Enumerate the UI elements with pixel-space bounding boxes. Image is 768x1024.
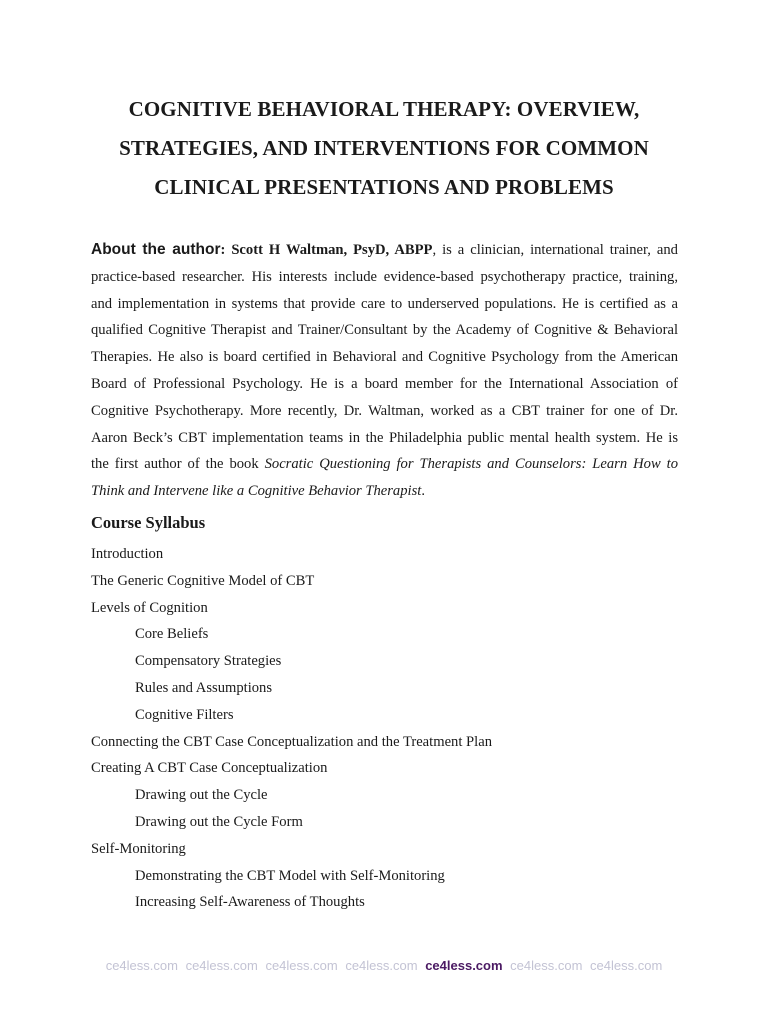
watermark-text: ce4less.com bbox=[345, 958, 418, 973]
syllabus-heading: Course Syllabus bbox=[91, 513, 206, 532]
about-line: Therapies. He also is board certified in Behavioral and Cognitive Psychology from the American bbox=[91, 349, 678, 366]
syllabus-subitem: Drawing out the Cycle bbox=[135, 787, 268, 804]
syllabus-item: Introduction bbox=[91, 546, 164, 562]
about-first-line-text: , is a clinician, international trainer, and bbox=[432, 242, 678, 258]
syllabus-subitem: Demonstrating the CBT Model with Self-Monitoring bbox=[135, 867, 445, 884]
about-author-label: About the author bbox=[91, 241, 221, 258]
about-colon: : bbox=[220, 242, 232, 258]
syllabus-subitem: Drawing out the Cycle Form bbox=[135, 813, 303, 830]
syllabus-item: Levels of Cognition bbox=[91, 599, 208, 616]
book-title-part-1: Socratic Questioning for Therapists and Counselors: Learn How to bbox=[264, 456, 678, 473]
syllabus-item: Creating A CBT Case Conceptualization bbox=[91, 760, 328, 777]
watermark-text: ce4less.com bbox=[265, 958, 338, 973]
about-line: Board of Professional Psychology. He is a board member for the International Association of bbox=[91, 375, 678, 392]
about-line: Aaron Beck’s CBT implementation teams in the Philadelphia public mental health system. He is bbox=[91, 429, 678, 446]
about-line bbox=[91, 478, 678, 505]
syllabus-subitem: Compensatory Strategies bbox=[135, 653, 282, 670]
book-title-part-2: Think and Intervene like a Cognitive Behavior Therapist bbox=[91, 483, 422, 500]
watermark-text: ce4less.com bbox=[105, 958, 178, 973]
syllabus-subitem: Rules and Assumptions bbox=[135, 679, 273, 696]
watermark-text: ce4less.com bbox=[590, 958, 663, 973]
syllabus-item: The Generic Cognitive Model of CBT bbox=[91, 572, 315, 589]
author-name: Scott H Waltman, PsyD, ABPP bbox=[231, 242, 433, 258]
watermark-text: ce4less.com bbox=[510, 958, 583, 973]
watermark-text: ce4less.com bbox=[185, 958, 258, 973]
watermark-text-highlighted: ce4less.com bbox=[425, 958, 503, 973]
syllabus-subitem: Cognitive Filters bbox=[135, 706, 234, 723]
about-line: qualified Cognitive Therapist and Trainer/Consultant by the Academy of Cognitive & Behavioral bbox=[91, 322, 678, 339]
watermark-footer bbox=[0, 958, 768, 973]
about-line: Cognitive Psychotherapy. More recently, Dr. Waltman, worked as a CBT trainer for one of Dr. bbox=[91, 402, 678, 419]
about-line bbox=[91, 451, 678, 478]
title-line: COGNITIVE BEHAVIORAL THERAPY: OVERVIEW, bbox=[128, 97, 640, 121]
book-line-suffix: . bbox=[421, 483, 425, 500]
about-line: practice-based researcher. His interests include evidence-based psychotherapy practice, training, bbox=[91, 268, 678, 285]
syllabus-subitem: Core Beliefs bbox=[135, 626, 209, 643]
syllabus-item: Self-Monitoring bbox=[91, 840, 186, 857]
about-line bbox=[91, 237, 678, 264]
title-line: STRATEGIES, AND INTERVENTIONS FOR COMMON bbox=[119, 136, 649, 160]
document-title bbox=[60, 90, 708, 207]
about-author-paragraph bbox=[91, 237, 678, 505]
syllabus-subitem: Increasing Self-Awareness of Thoughts bbox=[135, 894, 365, 911]
title-line: CLINICAL PRESENTATIONS AND PROBLEMS bbox=[154, 175, 614, 199]
about-line: and implementation in systems that provide care to underserved populations. He is certified as a bbox=[91, 295, 678, 312]
syllabus-item: Connecting the CBT Case Conceptualization and the Treatment Plan bbox=[91, 733, 492, 750]
book-line-prefix: the first author of the book bbox=[91, 456, 265, 473]
syllabus-list bbox=[91, 541, 492, 916]
